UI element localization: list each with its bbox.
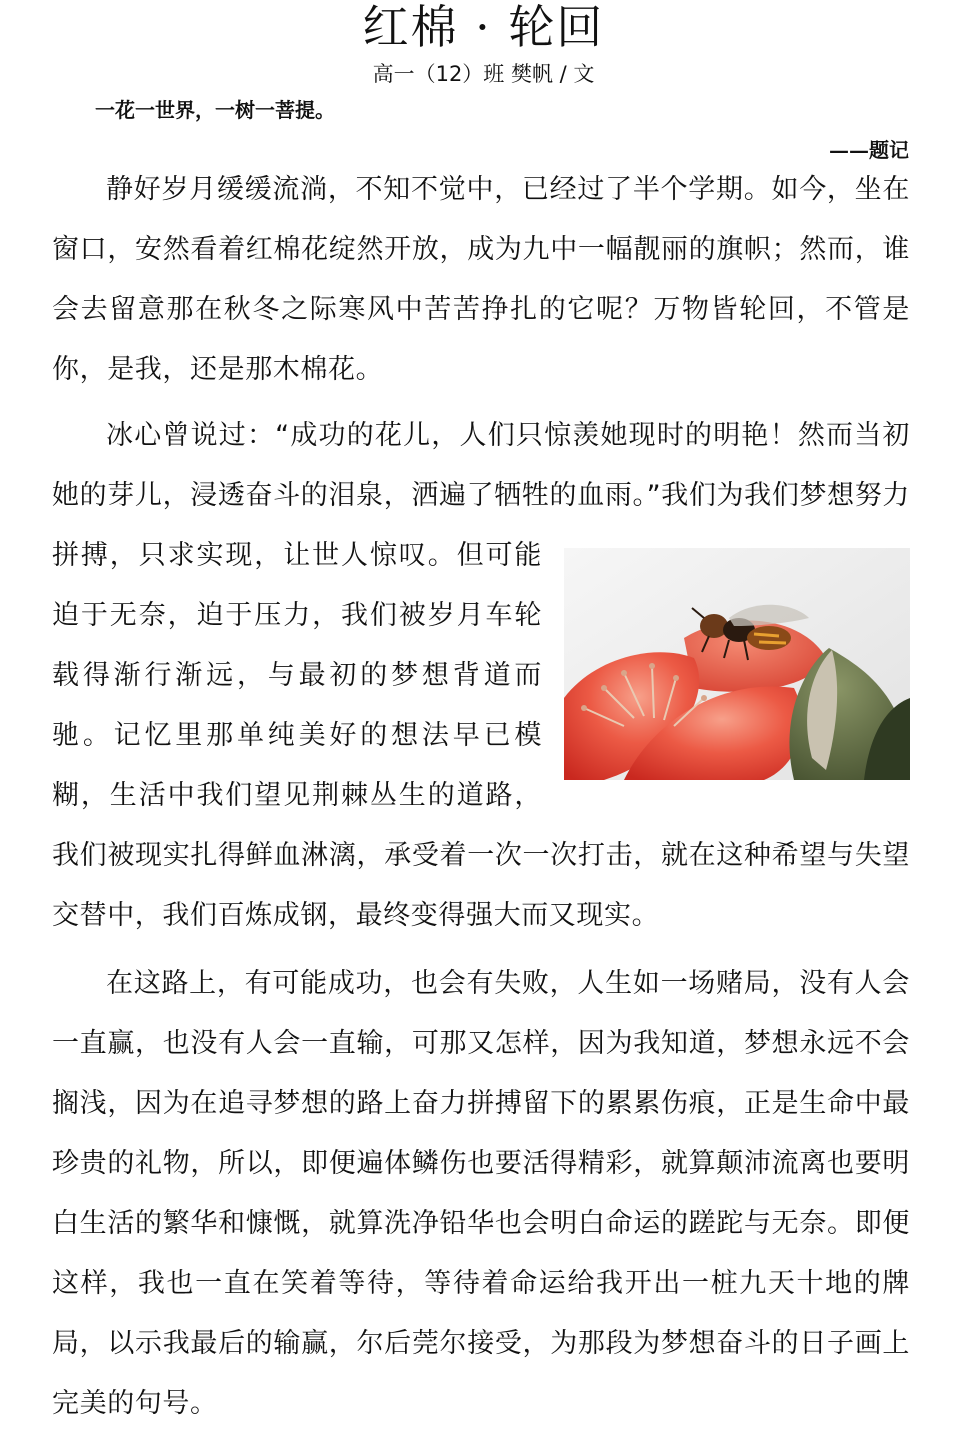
paragraph-2-rest: 力拼搏，只求实现，让世人惊叹。但可能迫于无奈，迫于压力，我们被岁月车轮载得渐行渐远，与最初的梦想背道而驰。记忆里那单纯美好的想法早已模糊，生活中我们望见荆棘丛生的道路，我们被现实扎得鲜血淋漓，承受着一次一次打击，就在这种希望与失望交替中，我们百炼成钢，最终变得强大而又现实。	[52, 480, 910, 931]
paragraph-2-lead: 冰心曾说过：“成功的花儿，人们只惊羡她现时的明艳！然而当初她的芽儿，浸透奋斗的泪泉，洒遍了牺牲的血雨。”我们为我们梦想努	[52, 420, 910, 511]
article-title: 红棉 · 轮回	[362, 0, 605, 54]
article-body	[52, 160, 910, 1434]
paragraph-3: 在这路上，有可能成功，也会有失败，人生如一场赌局，没有人会一直赢，也没有人会一直输，可那又怎样，因为我知道，梦想永远不会搁浅，因为在追寻梦想的路上奋力拼搏留下的累累伤痕，正是生命中最珍贵的礼物，所以，即便遍体鳞伤也要活得精彩，就算颠沛流离也要明白生活的繁华和慷慨，就算洗净铅华也会明白命运的蹉跎与无奈。即便这样，我也一直在笑着等待，等待着命运给我开出一桩九天十地的牌局，以示我最后的输赢，尔后莞尔接受，为那段为梦想奋斗的日子画上完美的句号。	[52, 968, 910, 1419]
paragraph-2	[52, 406, 910, 946]
motto-attribution: ——题记	[829, 138, 909, 162]
kapok-wasp-photo	[564, 548, 910, 780]
paragraph-1: 静好岁月缓缓流淌，不知不觉中，已经过了半个学期。如今，坐在窗口，安然看着红棉花绽然开放，成为九中一幅靓丽的旗帜；然而，谁会去留意那在秋冬之际寒风中苦苦挣扎的它呢？万物皆轮回，不管是你，是我，还是那木棉花。	[52, 174, 910, 385]
article-motto: 一花一世界，一树一菩提。	[95, 98, 335, 122]
article-byline: 高一（12）班 樊帆 / 文	[372, 62, 595, 86]
